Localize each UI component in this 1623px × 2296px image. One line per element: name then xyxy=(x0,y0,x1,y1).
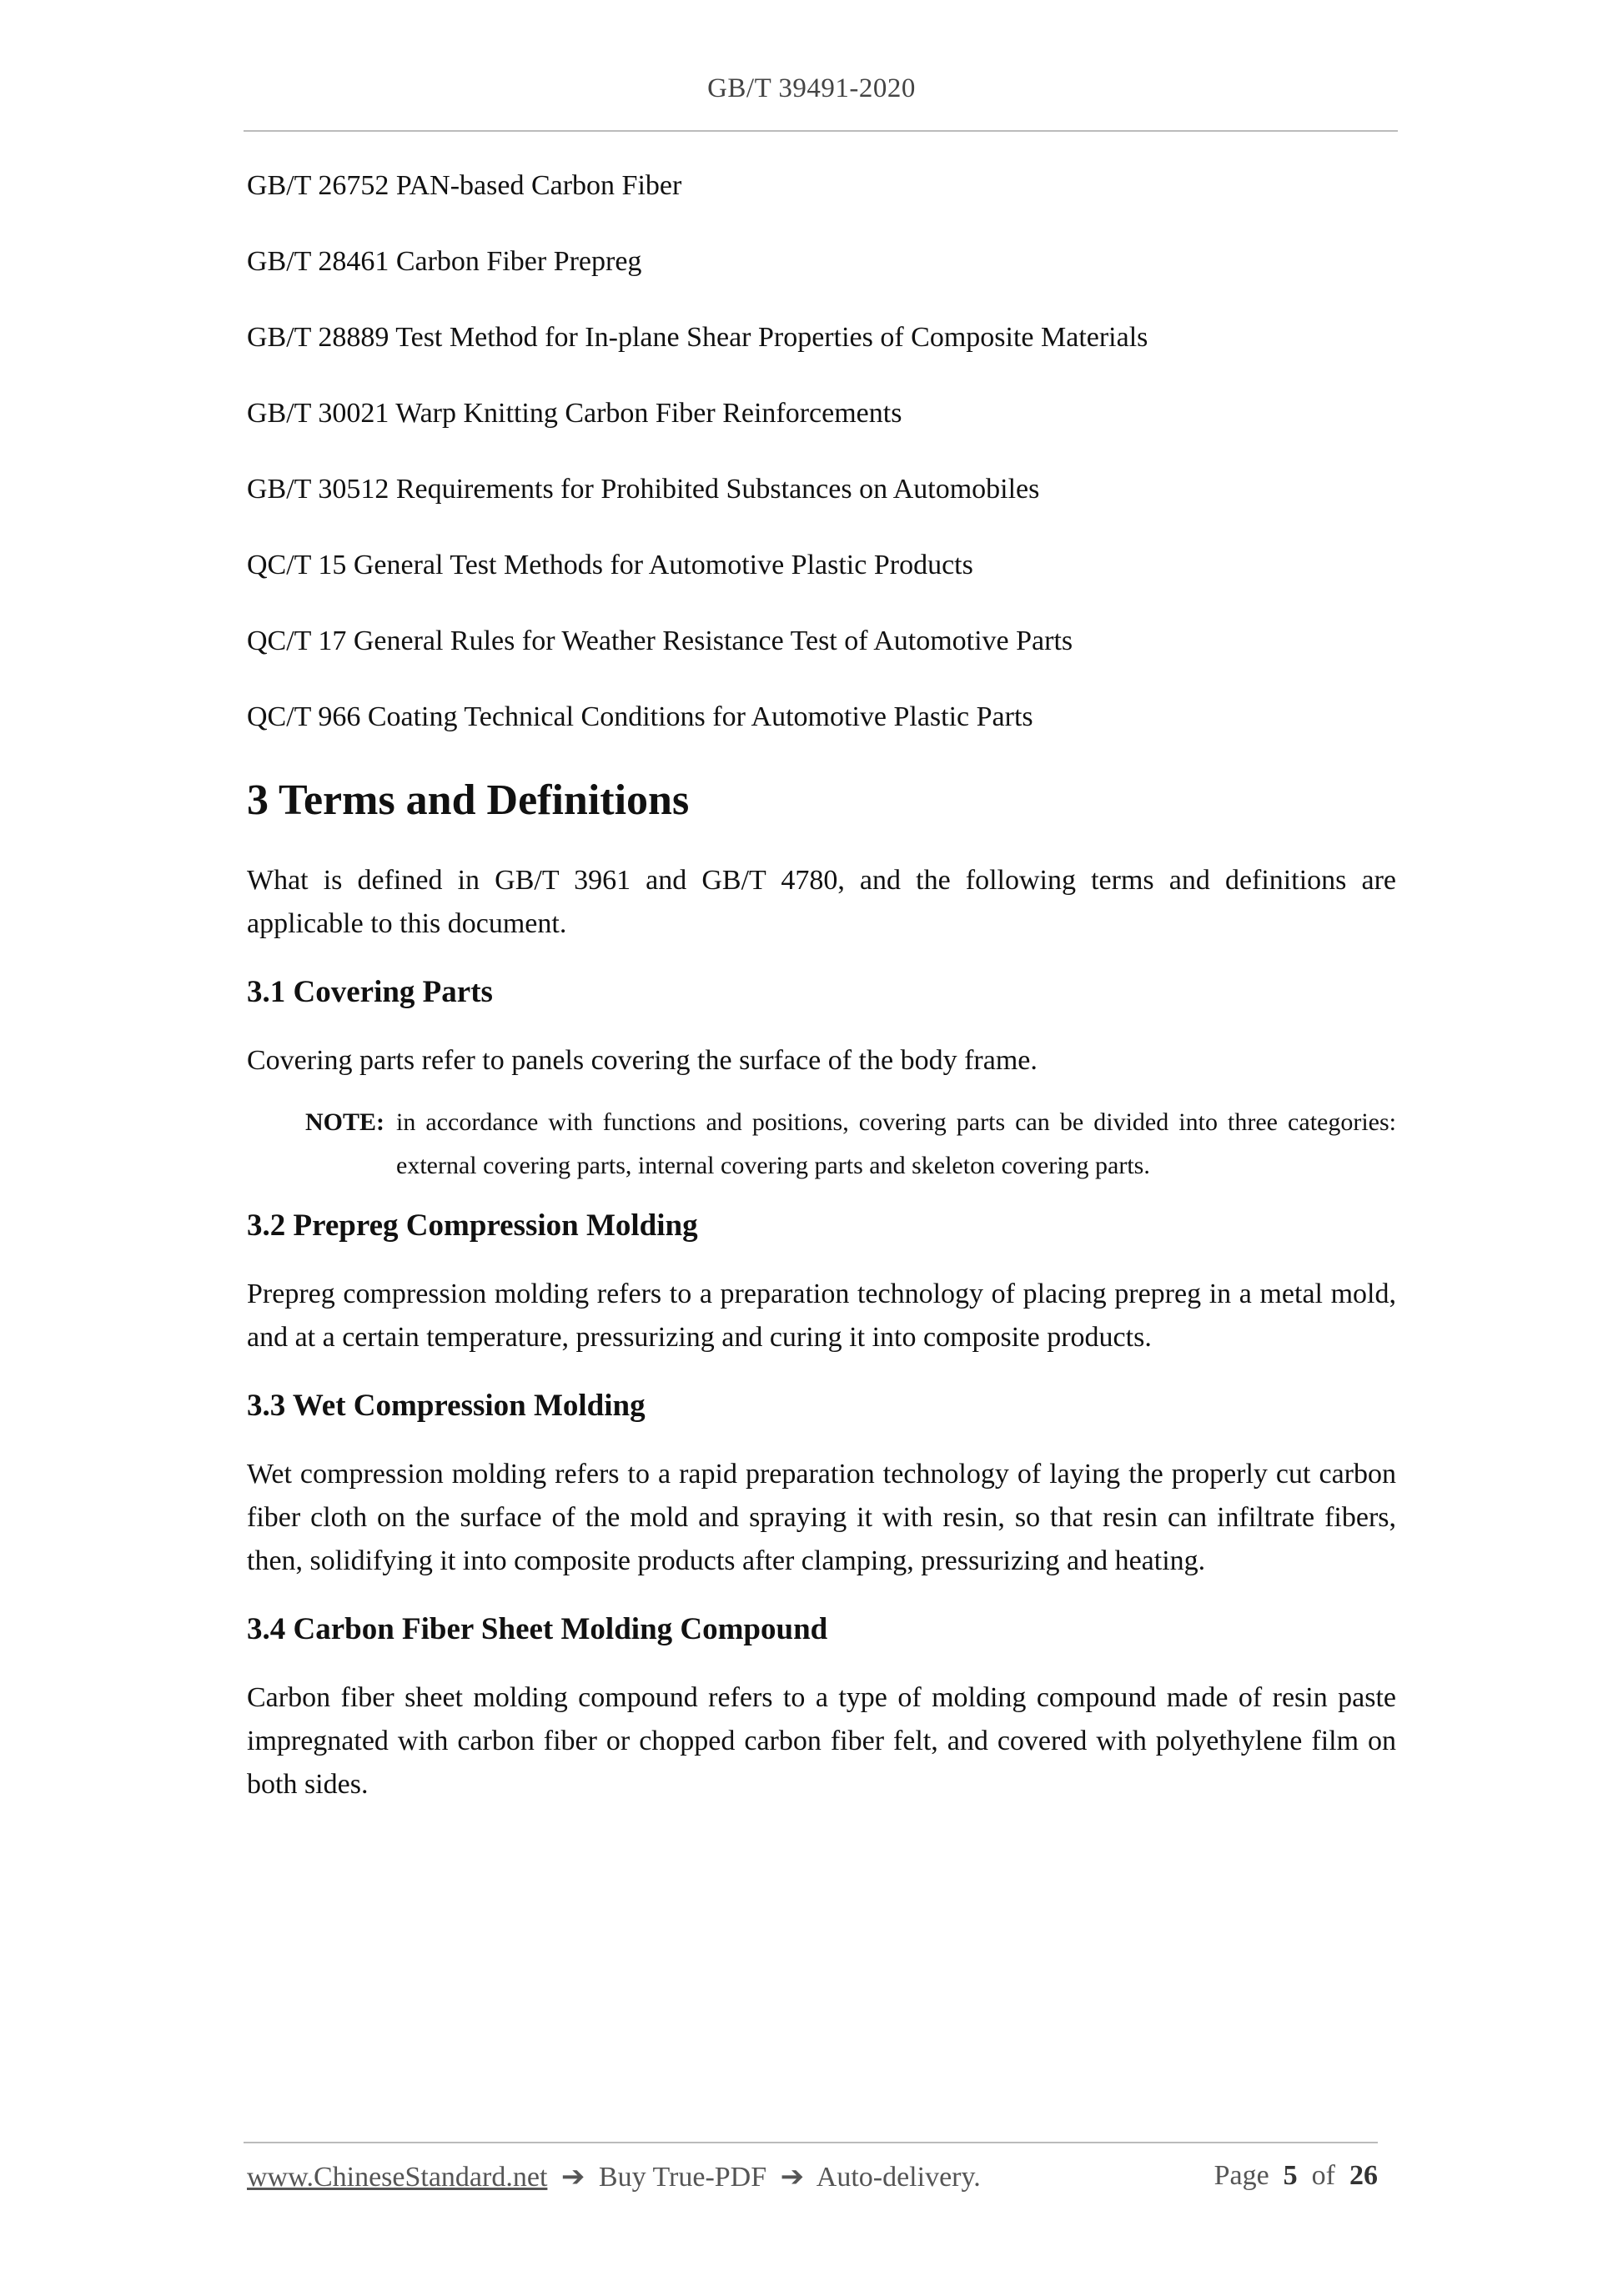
reference-item: GB/T 30512 Requirements for Prohibited Substances on Automobiles xyxy=(247,474,1040,505)
arrow-right-icon: ➔ xyxy=(780,2162,805,2193)
note-block xyxy=(305,1101,1396,1188)
reference-item: GB/T 30021 Warp Knitting Carbon Fiber Reinforcements xyxy=(247,398,902,429)
subsection-heading-3-3: 3.3 Wet Compression Molding xyxy=(247,1389,646,1423)
website-link[interactable]: www.ChineseStandard.net xyxy=(247,2162,548,2193)
subsection-heading-3-1: 3.1 Covering Parts xyxy=(247,975,493,1009)
header-divider xyxy=(244,130,1398,132)
subsection-body-3-3: Wet compression molding refers to a rapid preparation technology of laying the properly cut carbon fiber cloth on the surface of the mold and spraying it with resin, so that resin can infiltrate fibers, then, solidifying it into composite products after clamping, pressurizing and heating. xyxy=(247,1459,1396,1576)
page-total: 26 xyxy=(1349,2160,1378,2191)
note-text: in accordance with functions and positions, covering parts can be divided into three categories: external covering parts, internal covering parts and skeleton covering parts. xyxy=(396,1108,1396,1179)
header-title: GB/T 39491-2020 xyxy=(707,73,916,103)
reference-item: QC/T 966 Coating Technical Conditions for Automotive Plastic Parts xyxy=(247,701,1033,732)
reference-item: GB/T 26752 PAN-based Carbon Fiber xyxy=(247,170,682,201)
reference-item: GB/T 28461 Carbon Fiber Prepreg xyxy=(247,246,642,277)
reference-item: GB/T 28889 Test Method for In-plane Shear Properties of Composite Materials xyxy=(247,322,1148,353)
reference-item: QC/T 17 General Rules for Weather Resistance Test of Automotive Parts xyxy=(247,625,1073,656)
page-current: 5 xyxy=(1283,2160,1298,2191)
arrow-right-icon: ➔ xyxy=(560,2162,585,2193)
normative-references-list xyxy=(247,167,1396,736)
subsection-body-3-4: Carbon fiber sheet molding compound refers to a type of molding compound made of resin paste impregnated with carbon fiber or chopped carbon fiber felt, and covered with polyethylene film on both sides. xyxy=(247,1682,1396,1800)
auto-delivery-text: Auto-delivery. xyxy=(816,2162,981,2193)
subsection-body-3-1: Covering parts refer to panels covering the surface of the body frame. xyxy=(247,1045,1038,1076)
subsection-body-3-2: Prepreg compression molding refers to a preparation technology of placing prepreg in a metal mold, and at a certain temperature, pressurizing and curing it into composite products. xyxy=(247,1279,1396,1353)
page-label: Page xyxy=(1213,2160,1269,2191)
page-number xyxy=(1214,2160,1378,2193)
page-of: of xyxy=(1311,2160,1335,2191)
buy-true-pdf-text: Buy True-PDF xyxy=(598,2162,767,2193)
reference-item: QC/T 15 General Test Methods for Automotive Plastic Products xyxy=(247,550,973,580)
footer-left xyxy=(247,2160,981,2193)
subsection-heading-3-2: 3.2 Prepreg Compression Molding xyxy=(247,1208,698,1243)
page-content xyxy=(247,167,1396,1831)
footer-divider xyxy=(244,2142,1378,2143)
section-heading: 3 Terms and Definitions xyxy=(247,776,690,824)
note-label: NOTE: xyxy=(305,1108,385,1136)
page-footer xyxy=(247,2160,1378,2193)
subsection-heading-3-4: 3.4 Carbon Fiber Sheet Molding Compound xyxy=(247,1612,828,1646)
section-intro: What is defined in GB/T 3961 and GB/T 4780, and the following terms and definitions are applicable to this document. xyxy=(247,865,1396,939)
